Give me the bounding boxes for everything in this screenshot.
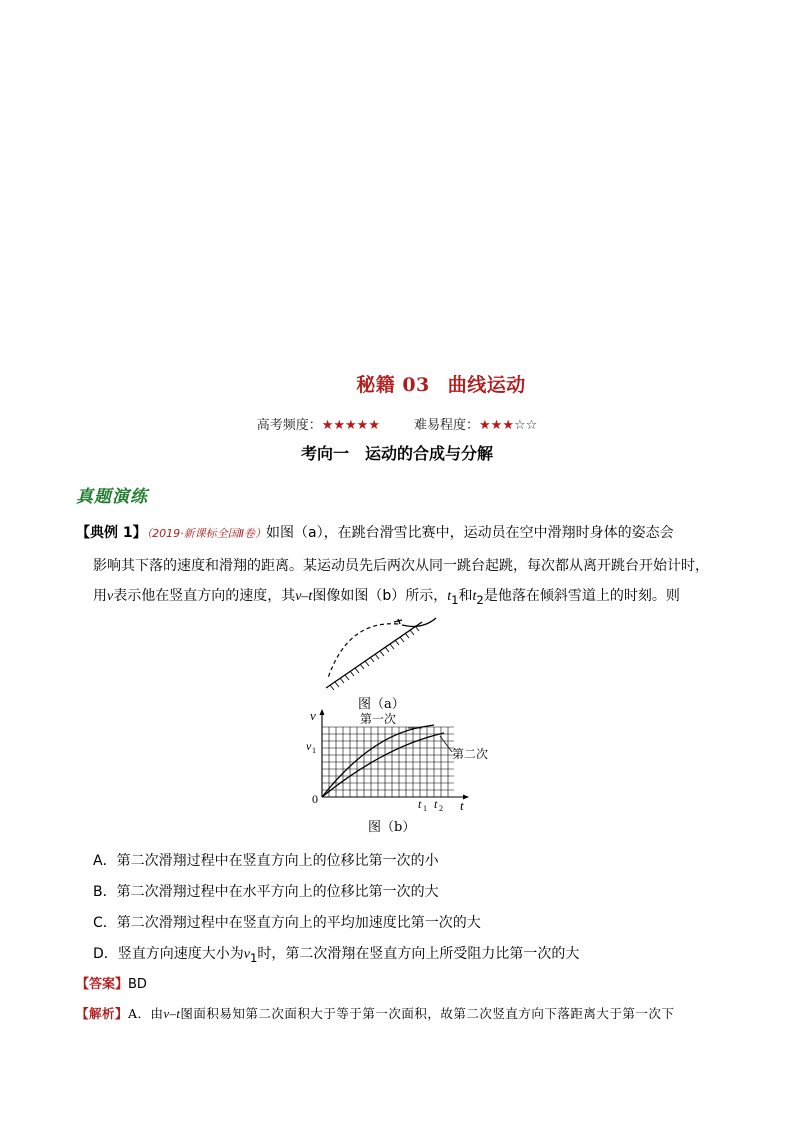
q3-sub-1: 1 [451,592,459,607]
q3-text-b: 表示他在竖直方向的速度，其 [113,588,296,604]
subtitle-part2: 运动的合成与分解 [365,444,494,463]
q3-var-v: v [107,589,114,604]
axis-v-label: v [310,708,316,723]
subtitle-part1: 考向一 [300,444,349,463]
question-line-2: 影响其下落的速度和滑翔的距离。某运动员先后两次从同一跳台起跳，每次都从离开跳台开始计时， [93,558,709,574]
difficulty-empty-stars: ☆☆ [513,418,538,433]
jump-ramp [402,618,436,626]
frequency-label: 高考频度： [256,418,322,433]
option-d-text-a: D．竖直方向速度大小为 [93,946,244,962]
q3-text-d: 和 [458,588,473,604]
analysis-text-b: 图面积易知第二次面积大于等于第一次面积，故第二次竖直方向下落距离大于第一次下 [180,1006,675,1021]
section-heading: 真题演练 [76,487,148,507]
label-first: 第一次 [360,712,397,726]
t2-subscript: 2 [439,804,443,813]
t1-subscript: 1 [423,804,427,813]
figure-a-diagram [318,616,442,692]
question-line-1 [76,526,674,540]
v1-label: v [306,739,312,753]
option-d [93,943,579,965]
q3-var-t2: t [472,589,477,604]
v1-subscript: 1 [312,746,316,755]
figure-a-caption: 图（a） [358,697,405,712]
t-axis-arrow [463,795,469,800]
option-b: B．第二次滑翔过程中在水平方向上的位移比第一次的大 [93,884,439,900]
figure-b-caption: 图（b） [368,820,416,835]
q3-text-a: 用 [93,588,107,604]
option-d-sub: 1 [250,950,258,965]
figure-b-chart [300,706,510,818]
difficulty-stars: ★★★ [479,418,514,433]
page-title [0,370,794,397]
subtitle [0,441,794,464]
option-a: A．第二次滑翔过程中在竖直方向上的位移比第一次的小 [93,853,439,869]
analysis-var-vt: v–t [163,1007,181,1021]
question-line-3 [93,589,680,606]
title-part2: 曲线运动 [447,374,526,396]
analysis-line [76,1004,674,1022]
answer-line [76,973,147,992]
origin-label: 0 [312,792,318,806]
option-d-var: v [243,947,250,962]
title-part1: 秘籍 03 [356,374,430,396]
chart-grid [322,727,454,797]
meta-line [0,414,794,433]
difficulty-label: 难易程度： [414,418,480,433]
answer-label: 【答案】 [76,977,129,992]
leader-second [440,736,452,752]
q3-text-e: 是他落在倾斜雪道上的时刻。则 [483,588,680,604]
t1-label: t [418,797,422,811]
trajectory-dashed [328,624,398,678]
analysis-text-a: A．由 [128,1006,164,1021]
question-label: 【典例 1】 [76,525,147,541]
frequency-stars: ★★★★★ [321,418,380,433]
q3-sub-2: 2 [476,592,484,607]
option-d-text-b: 时，第二次滑翔在竖直方向上所受阻力比第一次的大 [257,946,580,962]
v-axis-arrow [320,709,325,715]
slope-hatching [330,626,419,690]
label-second: 第二次 [452,747,489,761]
question-source: （2019·新课标全国Ⅱ卷） [146,527,267,540]
t2-label: t [434,797,438,811]
question-text-1: 如图（a），在跳台滑雪比赛中，运动员在空中滑翔时身体的姿态会 [266,525,674,541]
option-c: C．第二次滑翔过程中在竖直方向上的平均加速度比第一次的大 [93,915,481,931]
answer-value: BD [128,977,147,992]
curve-second [322,733,444,797]
q3-var-vt: v–t [295,589,313,604]
q3-var-t1: t [447,589,452,604]
axis-t-label: t [460,798,464,813]
q3-text-c: 图像如图（b）所示， [312,588,448,604]
analysis-label: 【解析】 [76,1006,129,1021]
